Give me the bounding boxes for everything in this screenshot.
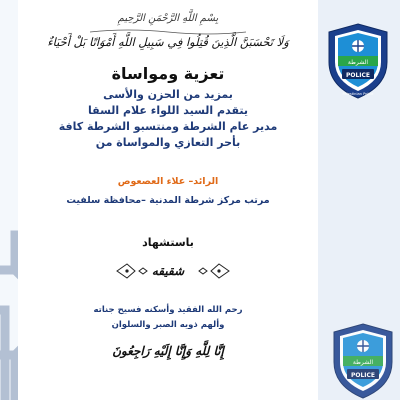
police-emblem-watermark-icon <box>330 322 396 400</box>
badge-watermark-bottom-text: POLICE <box>350 372 376 379</box>
badge-bottom-text: POLICE <box>345 72 371 79</box>
page-title: تعزية ومواساة <box>111 64 225 83</box>
badge-watermark-top-text: الشرطة <box>352 359 374 366</box>
badge-top-text: الشرطة <box>347 59 369 66</box>
message-line-3: مدير عام الشرطة ومنتسبو الشرطة كافة <box>58 120 278 133</box>
prayer-line-1: رحم الله الفقيد وأسكنه فسيح جناته <box>93 305 243 315</box>
quran-verse-text: وَلَا تَحْسَبَنَّ الَّذِينَ قُتِلُوا فِي سَبِيلِ اللَّهِ أَمْوَاتًا بَلْ أَحْيَاءٌ <box>47 35 289 49</box>
police-emblem-icon <box>325 22 391 100</box>
message-line-2: يتقدم السيد اللواء علام السقا <box>88 104 248 117</box>
relation-text: شقيقه <box>151 264 185 278</box>
badge-ring-text: Palestinian Police <box>342 92 374 96</box>
condolence-card <box>18 0 318 400</box>
event-label: باستشهاد <box>142 236 194 249</box>
sender-name: الرائد– علاء العصعوص <box>117 176 219 187</box>
prayer-line-2: وألهم ذويه الصبر والسلوان <box>111 320 225 330</box>
message-line-4: بأحر التعازي والمواساة من <box>95 136 241 149</box>
basmala-text: بِسْمِ اللَّهِ الرَّحْمَنِ الرَّحِيمِ <box>117 13 219 24</box>
sender-role: مرتب مركز شرطة المدنية –محافظة سلفيت <box>66 195 270 206</box>
message-line-1: بمزيد من الحزن والأسى <box>103 88 233 101</box>
closing-verse-text: إِنَّا لِلَّهِ وَإِنَّا إِلَيْهِ رَاجِعُونَ <box>112 344 224 358</box>
